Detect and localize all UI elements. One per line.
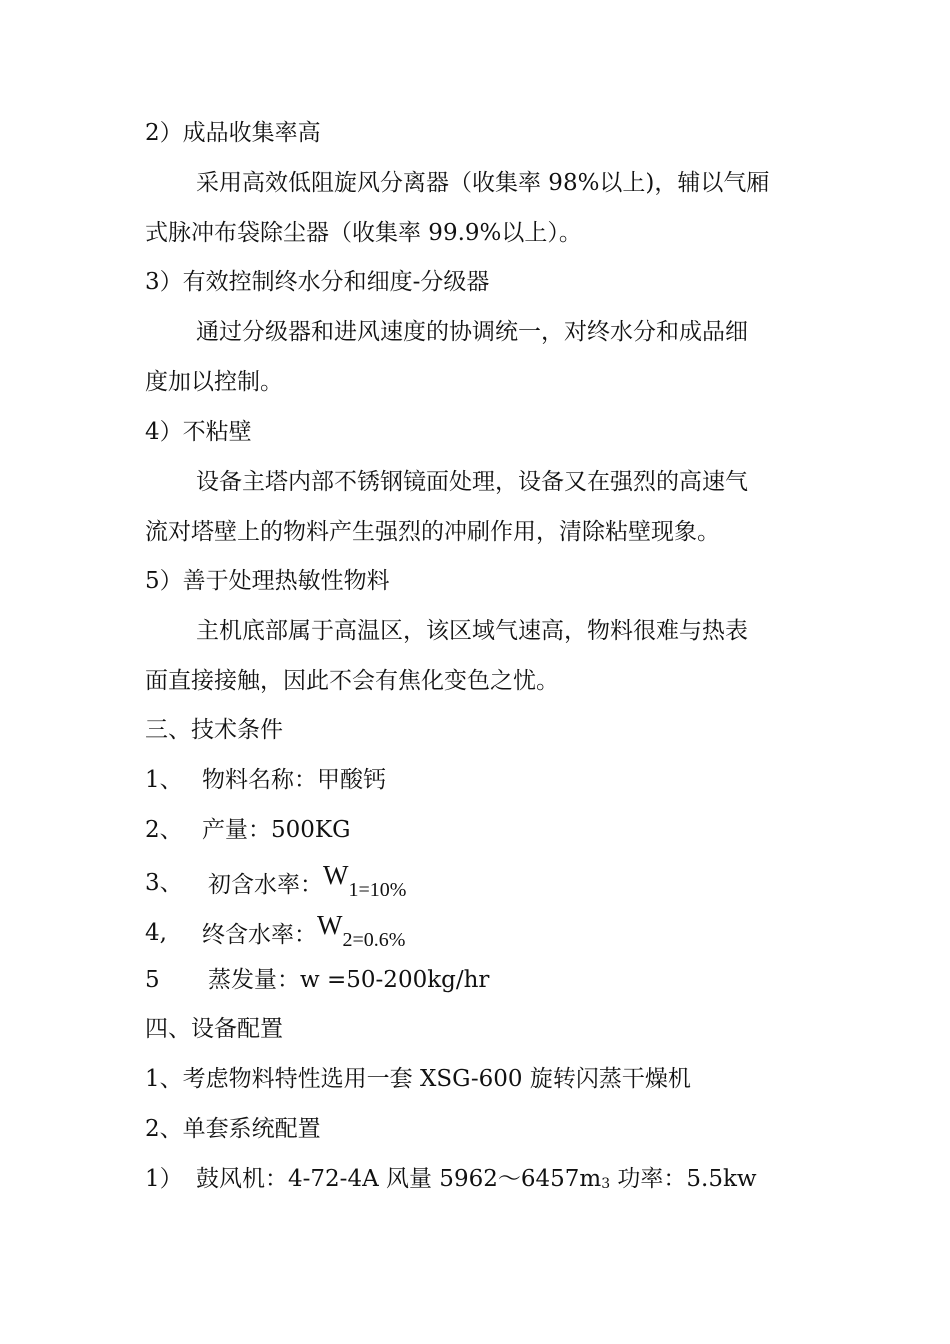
condition-3-number: 3、 — [145, 870, 183, 896]
condition-4-symbol: W — [317, 910, 343, 940]
condition-4-number: 4, — [145, 920, 167, 946]
item4-paragraph-line1: 设备主塔内部不锈钢镜面处理，设备又在强烈的高速气 — [196, 469, 748, 495]
item5-paragraph-line2: 面直接接触，因此不会有焦化变色之忧。 — [145, 668, 559, 694]
config-item-3-text — [196, 1164, 757, 1197]
item3-paragraph-line2: 度加以控制。 — [145, 369, 283, 395]
item4-paragraph-line2: 流对塔壁上的物料产生强烈的冲刷作用，清除粘壁现象。 — [145, 519, 720, 545]
config-item-2: 2、单套系统配置 — [145, 1116, 321, 1142]
condition-1-number: 1、 — [145, 767, 183, 793]
condition-3-label: 初含水率： — [208, 872, 323, 898]
condition-4-label: 终含水率： — [202, 922, 317, 948]
condition-5-text: 蒸发量：w =50-200kg/hr — [208, 967, 490, 993]
item3-paragraph-line1: 通过分级器和进风速度的协调统一，对终水分和成品细 — [196, 319, 748, 345]
condition-5-number: 5 — [145, 967, 160, 993]
section3-title: 三、技术条件 — [145, 717, 283, 743]
item2-paragraph-line1: 采用高效低阻旋风分离器（收集率 98%以上)，辅以气厢 — [196, 170, 770, 196]
condition-1-text: 物料名称：甲酸钙 — [202, 767, 386, 793]
item5-paragraph-line1: 主机底部属于高温区，该区域气速高，物料很难与热表 — [196, 618, 748, 644]
config-item-3-main: 鼓风机：4-72-4A 风量 5962～6457m — [196, 1166, 602, 1192]
config-item-3-exponent: 3 — [601, 1176, 611, 1192]
item4-title: 4）不粘壁 — [145, 419, 252, 445]
config-item-1: 1、考虑物料特性选用一套 XSG-600 旋转闪蒸干燥机 — [145, 1066, 691, 1092]
config-item-3-power: 功率：5.5kw — [610, 1166, 757, 1192]
condition-2-number: 2、 — [145, 817, 183, 843]
item2-title: 2）成品收集率高 — [145, 120, 321, 146]
item2-paragraph-line2: 式脉冲布袋除尘器（收集率 99.9%以上）。 — [145, 220, 582, 246]
condition-4-value: 2=0.6% — [342, 929, 406, 951]
condition-2-text: 产量：500KG — [202, 817, 351, 843]
condition-3-text — [208, 860, 407, 901]
item5-title: 5）善于处理热敏性物料 — [145, 568, 390, 594]
condition-3-symbol: W — [323, 860, 349, 890]
condition-4-text — [202, 910, 406, 951]
item3-title: 3）有效控制终水分和细度-分级器 — [145, 269, 490, 295]
section4-title: 四、设备配置 — [145, 1016, 283, 1042]
config-item-3-number: 1） — [145, 1166, 183, 1192]
condition-3-value: 1=10% — [348, 879, 407, 901]
